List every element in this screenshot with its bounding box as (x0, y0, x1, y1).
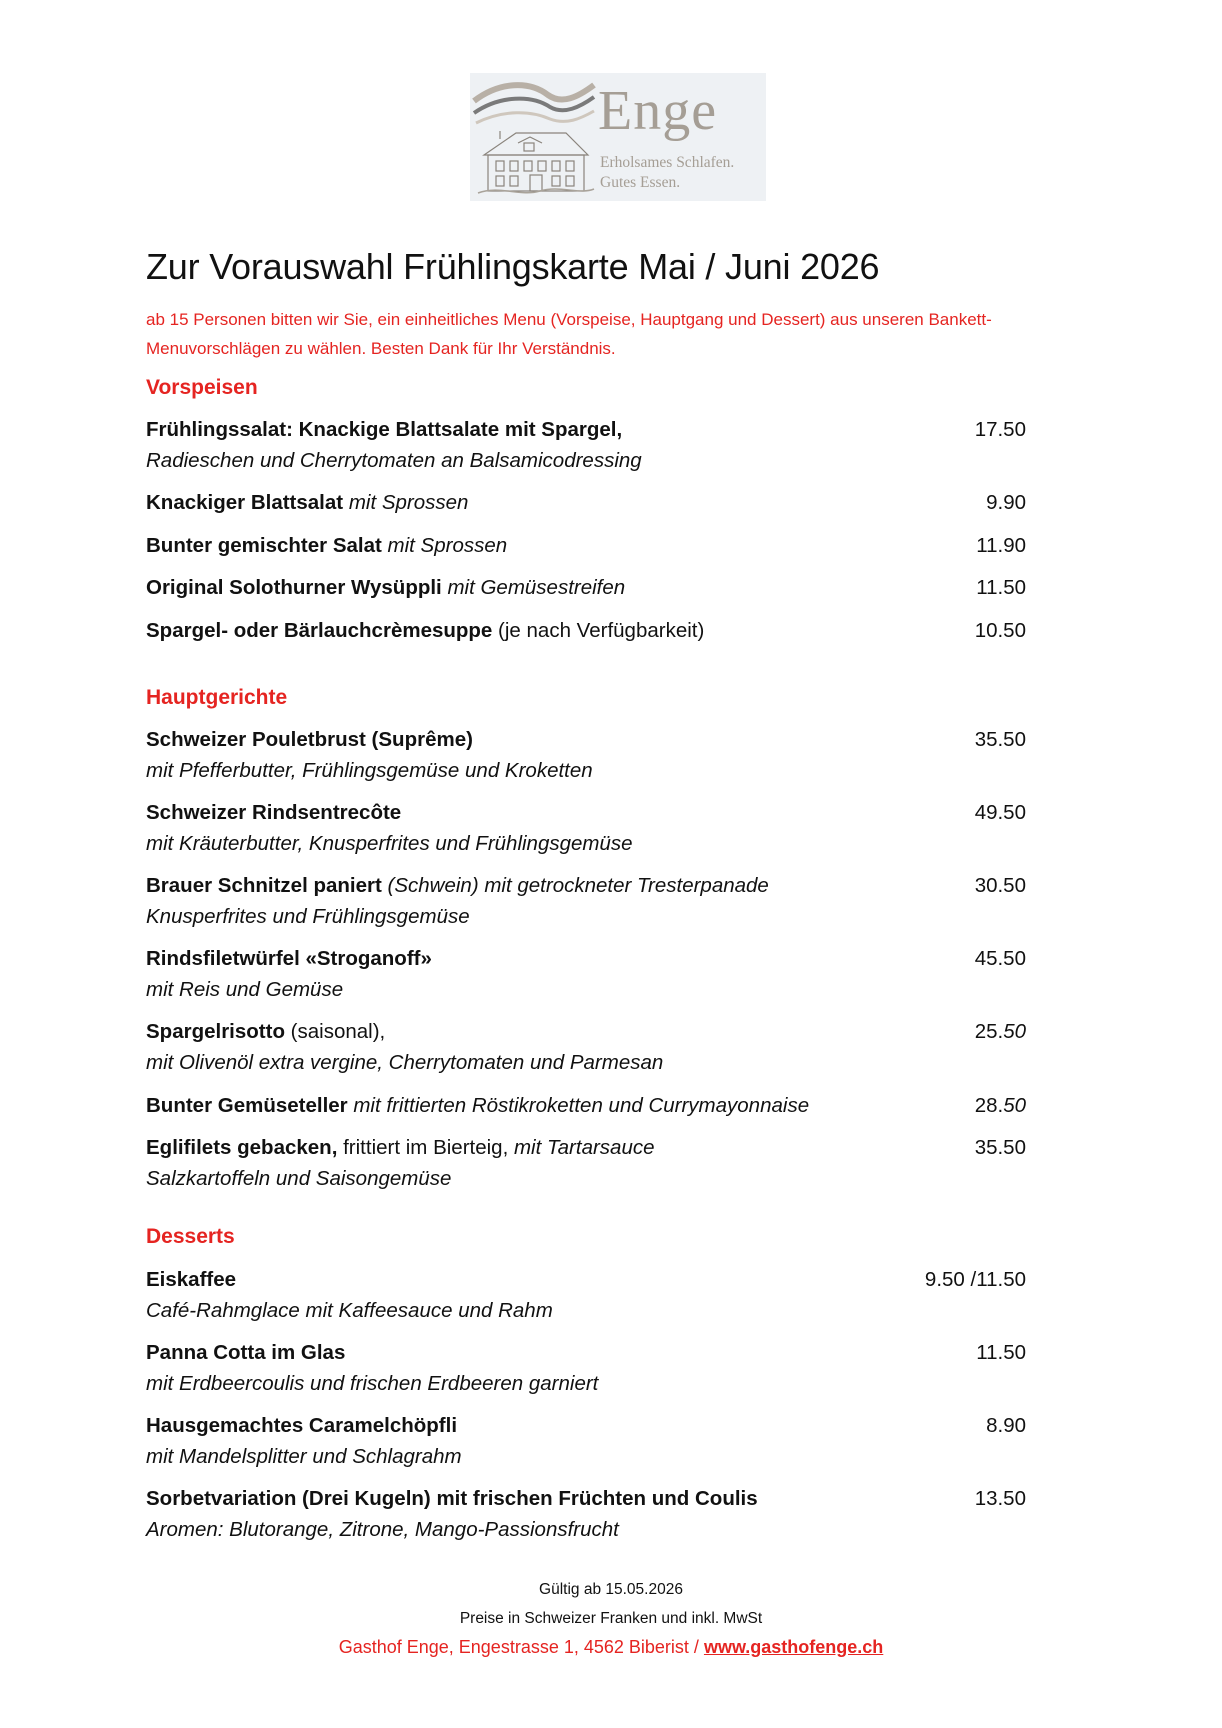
item-note: frittiert im Bierteig, (343, 1136, 509, 1159)
item-description: mit Erdbeercoulis und frischen Erdbeeren garniert (146, 1372, 599, 1395)
menu-item (146, 1337, 1026, 1399)
item-name: Schweizer Pouletbrust (Suprême) (146, 728, 473, 751)
item-name: Spargelrisotto (146, 1020, 285, 1043)
section-heading-desserts: Desserts (146, 1225, 235, 1248)
item-description: mit Reis und Gemüse (146, 978, 344, 1001)
item-price: 9.90 (986, 491, 1026, 514)
item-price: 45.50 (974, 947, 1026, 970)
item-price: 10.50 (974, 619, 1026, 642)
item-name: Frühlingssalat: Knackige Blattsalate mit Spargel, (146, 418, 623, 441)
intro-line-1: ab 15 Personen bitten wir Sie, ein einheitliches Menu (Vorspeise, Hauptgang und Dessert) aus unseren Bankett- (146, 310, 992, 329)
item-price: 35.50 (974, 1136, 1026, 1159)
item-name: Knackiger Blattsalat (146, 491, 344, 514)
logo-tagline (600, 153, 734, 193)
item-price: 11.50 (976, 1341, 1026, 1364)
inn-house-icon (470, 73, 598, 201)
menu-item (146, 724, 1026, 786)
item-note-italic: mit Tartarsauce (513, 1136, 655, 1159)
menu-item (146, 943, 1026, 1005)
item-description: Knusperfrites und Frühlingsgemüse (146, 905, 470, 928)
logo-name: Enge (598, 80, 718, 142)
item-price: 11.90 (976, 534, 1026, 557)
menu-item (146, 414, 1026, 476)
menu-item (146, 1264, 1026, 1326)
item-price: 8.90 (986, 1414, 1026, 1437)
item-name: Eglifilets gebacken, (146, 1136, 338, 1159)
item-price: 9.50 /11.50 (924, 1268, 1026, 1291)
item-description: Salzkartoffeln und Saisongemüse (146, 1167, 452, 1190)
item-name: Hausgemachtes Caramelchöpfli (146, 1414, 458, 1437)
item-price: 17.50 (974, 418, 1026, 441)
item-name: Panna Cotta im Glas (146, 1341, 346, 1364)
menu-item (146, 1016, 1026, 1078)
item-name: Sorbetvariation (Drei Kugeln) mit frischen Früchten und Coulis (146, 1487, 758, 1510)
menu-item (146, 1132, 1026, 1194)
item-name: Eiskaffee (146, 1268, 237, 1291)
address: Gasthof Enge, Engestrasse 1, 4562 Biberist / (338, 1637, 699, 1657)
item-description: Aromen: Blutorange, Zitrone, Mango-Passionsfrucht (146, 1518, 619, 1541)
item-price: 13.50 (974, 1487, 1026, 1510)
contact-line (0, 1637, 1222, 1658)
logo-tagline-2: Gutes Essen. (600, 174, 681, 191)
item-note: mit Sprossen (387, 534, 508, 557)
section-heading-mains: Hauptgerichte (146, 686, 288, 709)
logo-tagline-1: Erholsames Schlafen. (600, 154, 735, 171)
item-price: 25.50 (974, 1020, 1026, 1043)
item-description: Café-Rahmglace mit Kaffeesauce und Rahm (146, 1299, 553, 1322)
item-note: mit Sprossen (348, 491, 469, 514)
item-name: Brauer Schnitzel paniert (146, 874, 382, 897)
item-description: mit Kräuterbutter, Knusperfrites und Frühlingsgemüse (146, 832, 633, 855)
page-title: Zur Vorauswahl Frühlingskarte Mai / Juni 2026 (146, 246, 880, 287)
item-name: Original Solothurner Wysüppli (146, 576, 442, 599)
website-link[interactable]: www.gasthofenge.ch (703, 1637, 884, 1657)
menu-item (146, 797, 1026, 859)
validity-note: Gültig ab 15.05.2026 (539, 1581, 683, 1598)
price-note: Preise in Schweizer Franken und inkl. MwSt (459, 1610, 763, 1627)
item-description: mit Mandelsplitter und Schlagrahm (146, 1445, 462, 1468)
item-name: Bunter gemischter Salat (146, 534, 382, 557)
item-name: Bunter Gemüseteller (146, 1094, 348, 1117)
item-name: Rindsfiletwürfel «Stroganoff» (146, 947, 432, 970)
menu-item (146, 1410, 1026, 1472)
menu-item (146, 615, 1026, 646)
item-note: mit Gemüsestreifen (447, 576, 626, 599)
item-description: mit Olivenöl extra vergine, Cherrytomaten und Parmesan (146, 1051, 664, 1074)
item-note: (je nach Verfügbarkeit) (498, 619, 705, 642)
item-price: 11.50 (976, 576, 1026, 599)
item-name: Schweizer Rindsentrecôte (146, 801, 402, 824)
menu-item (146, 1483, 1026, 1545)
item-price: 30.50 (974, 874, 1026, 897)
item-price: 49.50 (974, 801, 1026, 824)
intro-notice (146, 305, 1086, 363)
item-description: mit Pfefferbutter, Frühlingsgemüse und Kroketten (146, 759, 593, 782)
item-price: 35.50 (974, 728, 1026, 751)
item-note: (Schwein) mit getrockneter Tresterpanade (387, 874, 769, 897)
item-note: (saisonal), (290, 1020, 386, 1043)
intro-line-2: Menuvorschlägen zu wählen. Besten Dank für Ihr Verständnis. (146, 339, 616, 358)
menu-item (146, 572, 1026, 603)
section-heading-starters: Vorspeisen (146, 376, 258, 399)
item-name: Spargel- oder Bärlauchcrèmesuppe (146, 619, 493, 642)
menu-item (146, 870, 1026, 932)
item-description: Radieschen und Cherrytomaten an Balsamicodressing (146, 449, 642, 472)
menu-item (146, 530, 1026, 561)
menu-item (146, 1090, 1026, 1121)
menu-item (146, 487, 1026, 518)
logo (470, 73, 766, 201)
item-price: 28.50 (974, 1094, 1026, 1117)
item-note: mit frittierten Röstikroketten und Currymayonnaise (353, 1094, 810, 1117)
